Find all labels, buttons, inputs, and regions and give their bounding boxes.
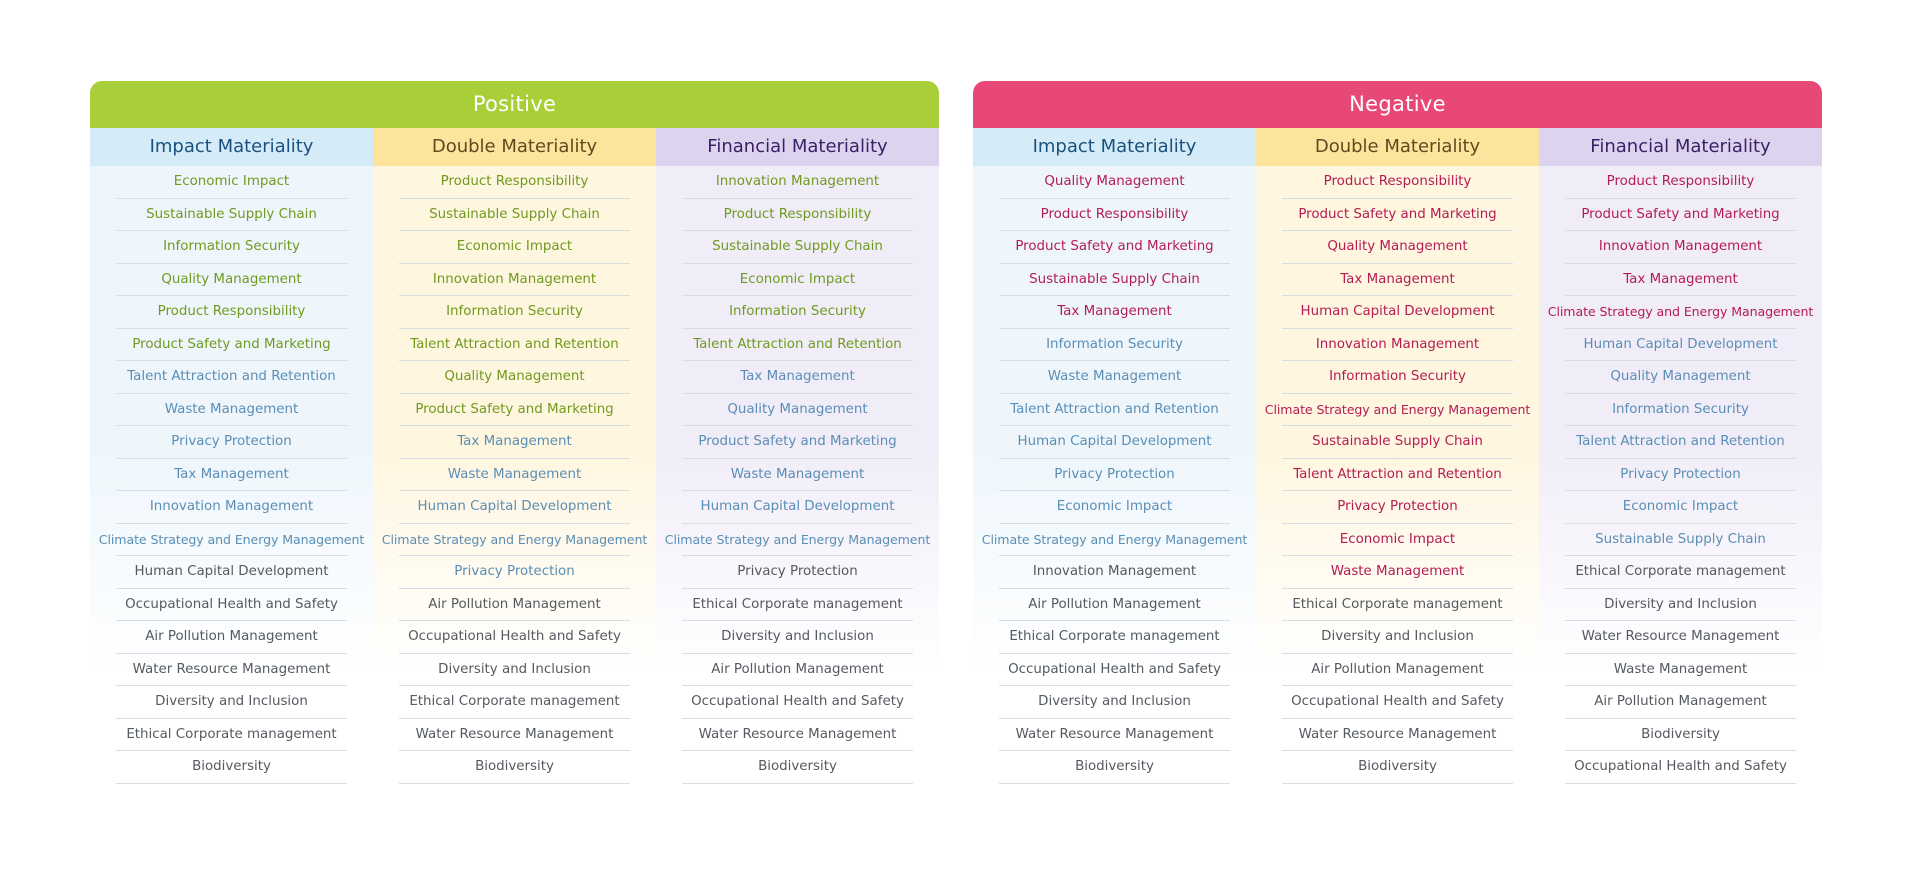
- positive-double-column: [373, 128, 656, 788]
- column-header-impact: Impact Materiality: [973, 128, 1256, 166]
- item-list: [373, 166, 656, 784]
- list-item: Human Capital Development: [656, 491, 939, 524]
- list-item: Product Safety and Marketing: [90, 329, 373, 362]
- list-item: Information Security: [656, 296, 939, 329]
- list-item: Tax Management: [656, 361, 939, 394]
- list-item: Sustainable Supply Chain: [373, 199, 656, 232]
- column-header-financial: Financial Materiality: [1539, 128, 1822, 166]
- list-item: Water Resource Management: [373, 719, 656, 752]
- list-item: Biodiversity: [656, 751, 939, 784]
- negative-impact-column: [973, 128, 1256, 788]
- list-item: Occupational Health and Safety: [1256, 686, 1539, 719]
- list-item: Waste Management: [1256, 556, 1539, 589]
- list-item: Diversity and Inclusion: [1256, 621, 1539, 654]
- list-item: Talent Attraction and Retention: [1539, 426, 1822, 459]
- negative-double-column: [1256, 128, 1539, 788]
- list-item: Sustainable Supply Chain: [1256, 426, 1539, 459]
- list-item: Privacy Protection: [973, 459, 1256, 492]
- list-item: Talent Attraction and Retention: [973, 394, 1256, 427]
- list-item: Innovation Management: [656, 166, 939, 199]
- list-item: Occupational Health and Safety: [373, 621, 656, 654]
- list-item: Air Pollution Management: [1256, 654, 1539, 687]
- list-item: Talent Attraction and Retention: [656, 329, 939, 362]
- list-item: Quality Management: [973, 166, 1256, 199]
- column-header-double: Double Materiality: [373, 128, 656, 166]
- list-item: Air Pollution Management: [973, 589, 1256, 622]
- list-item: Waste Management: [373, 459, 656, 492]
- list-item: Climate Strategy and Energy Management: [373, 524, 656, 557]
- list-item: Occupational Health and Safety: [973, 654, 1256, 687]
- list-item: Climate Strategy and Energy Management: [90, 524, 373, 557]
- list-item: Economic Impact: [1256, 524, 1539, 557]
- negative-panel: [973, 81, 1822, 788]
- column-header-impact: Impact Materiality: [90, 128, 373, 166]
- list-item: Climate Strategy and Energy Management: [1256, 394, 1539, 427]
- list-item: Product Responsibility: [1539, 166, 1822, 199]
- positive-impact-column: [90, 128, 373, 788]
- list-item: Talent Attraction and Retention: [373, 329, 656, 362]
- list-item: Product Responsibility: [1256, 166, 1539, 199]
- positive-financial-column: [656, 128, 939, 788]
- list-item: Climate Strategy and Energy Management: [1539, 296, 1822, 329]
- list-item: Product Responsibility: [656, 199, 939, 232]
- list-item: Innovation Management: [973, 556, 1256, 589]
- list-item: Diversity and Inclusion: [373, 654, 656, 687]
- negative-panel-header: Negative: [973, 81, 1822, 128]
- list-item: Water Resource Management: [90, 654, 373, 687]
- list-item: Information Security: [1539, 394, 1822, 427]
- list-item: Quality Management: [1256, 231, 1539, 264]
- list-item: Tax Management: [1256, 264, 1539, 297]
- list-item: Biodiversity: [373, 751, 656, 784]
- list-item: Waste Management: [1539, 654, 1822, 687]
- list-item: Sustainable Supply Chain: [656, 231, 939, 264]
- list-item: Product Responsibility: [90, 296, 373, 329]
- list-item: Diversity and Inclusion: [90, 686, 373, 719]
- list-item: Biodiversity: [90, 751, 373, 784]
- positive-panel-header: Positive: [90, 81, 939, 128]
- item-list: [1256, 166, 1539, 784]
- list-item: Economic Impact: [656, 264, 939, 297]
- list-item: Diversity and Inclusion: [1539, 589, 1822, 622]
- list-item: Ethical Corporate management: [973, 621, 1256, 654]
- list-item: Diversity and Inclusion: [656, 621, 939, 654]
- list-item: Product Responsibility: [973, 199, 1256, 232]
- list-item: Talent Attraction and Retention: [90, 361, 373, 394]
- list-item: Talent Attraction and Retention: [1256, 459, 1539, 492]
- list-item: Human Capital Development: [90, 556, 373, 589]
- list-item: Innovation Management: [1256, 329, 1539, 362]
- item-list: [656, 166, 939, 784]
- list-item: Waste Management: [973, 361, 1256, 394]
- list-item: Human Capital Development: [973, 426, 1256, 459]
- positive-panel: [90, 81, 939, 788]
- list-item: Privacy Protection: [90, 426, 373, 459]
- list-item: Information Security: [973, 329, 1256, 362]
- item-list: [90, 166, 373, 784]
- list-item: Economic Impact: [90, 166, 373, 199]
- list-item: Economic Impact: [973, 491, 1256, 524]
- list-item: Product Safety and Marketing: [656, 426, 939, 459]
- list-item: Air Pollution Management: [90, 621, 373, 654]
- list-item: Ethical Corporate management: [373, 686, 656, 719]
- list-item: Tax Management: [973, 296, 1256, 329]
- list-item: Quality Management: [373, 361, 656, 394]
- list-item: Sustainable Supply Chain: [90, 199, 373, 232]
- list-item: Human Capital Development: [1256, 296, 1539, 329]
- list-item: Water Resource Management: [1256, 719, 1539, 752]
- negative-financial-column: [1539, 128, 1822, 788]
- list-item: Product Safety and Marketing: [1539, 199, 1822, 232]
- list-item: Biodiversity: [1539, 719, 1822, 752]
- list-item: Privacy Protection: [656, 556, 939, 589]
- item-list: [1539, 166, 1822, 784]
- list-item: Ethical Corporate management: [656, 589, 939, 622]
- list-item: Economic Impact: [373, 231, 656, 264]
- list-item: Sustainable Supply Chain: [1539, 524, 1822, 557]
- list-item: Quality Management: [1539, 361, 1822, 394]
- list-item: Innovation Management: [1539, 231, 1822, 264]
- list-item: Water Resource Management: [973, 719, 1256, 752]
- list-item: Occupational Health and Safety: [90, 589, 373, 622]
- list-item: Climate Strategy and Energy Management: [656, 524, 939, 557]
- list-item: Occupational Health and Safety: [656, 686, 939, 719]
- list-item: Privacy Protection: [1539, 459, 1822, 492]
- list-item: Product Safety and Marketing: [1256, 199, 1539, 232]
- column-header-financial: Financial Materiality: [656, 128, 939, 166]
- list-item: Economic Impact: [1539, 491, 1822, 524]
- list-item: Innovation Management: [90, 491, 373, 524]
- list-item: Quality Management: [90, 264, 373, 297]
- list-item: Human Capital Development: [373, 491, 656, 524]
- list-item: Privacy Protection: [1256, 491, 1539, 524]
- list-item: Tax Management: [1539, 264, 1822, 297]
- list-item: Diversity and Inclusion: [973, 686, 1256, 719]
- list-item: Occupational Health and Safety: [1539, 751, 1822, 784]
- list-item: Air Pollution Management: [373, 589, 656, 622]
- list-item: Biodiversity: [1256, 751, 1539, 784]
- column-header-double: Double Materiality: [1256, 128, 1539, 166]
- list-item: Waste Management: [90, 394, 373, 427]
- list-item: Quality Management: [656, 394, 939, 427]
- list-item: Product Safety and Marketing: [373, 394, 656, 427]
- list-item: Tax Management: [373, 426, 656, 459]
- list-item: Privacy Protection: [373, 556, 656, 589]
- list-item: Water Resource Management: [656, 719, 939, 752]
- list-item: Tax Management: [90, 459, 373, 492]
- list-item: Ethical Corporate management: [1256, 589, 1539, 622]
- list-item: Waste Management: [656, 459, 939, 492]
- list-item: Product Safety and Marketing: [973, 231, 1256, 264]
- item-list: [973, 166, 1256, 784]
- list-item: Ethical Corporate management: [90, 719, 373, 752]
- list-item: Biodiversity: [973, 751, 1256, 784]
- list-item: Ethical Corporate management: [1539, 556, 1822, 589]
- list-item: Innovation Management: [373, 264, 656, 297]
- list-item: Air Pollution Management: [656, 654, 939, 687]
- list-item: Water Resource Management: [1539, 621, 1822, 654]
- list-item: Product Responsibility: [373, 166, 656, 199]
- list-item: Information Security: [373, 296, 656, 329]
- list-item: Information Security: [1256, 361, 1539, 394]
- list-item: Information Security: [90, 231, 373, 264]
- list-item: Sustainable Supply Chain: [973, 264, 1256, 297]
- list-item: Climate Strategy and Energy Management: [973, 524, 1256, 557]
- list-item: Air Pollution Management: [1539, 686, 1822, 719]
- list-item: Human Capital Development: [1539, 329, 1822, 362]
